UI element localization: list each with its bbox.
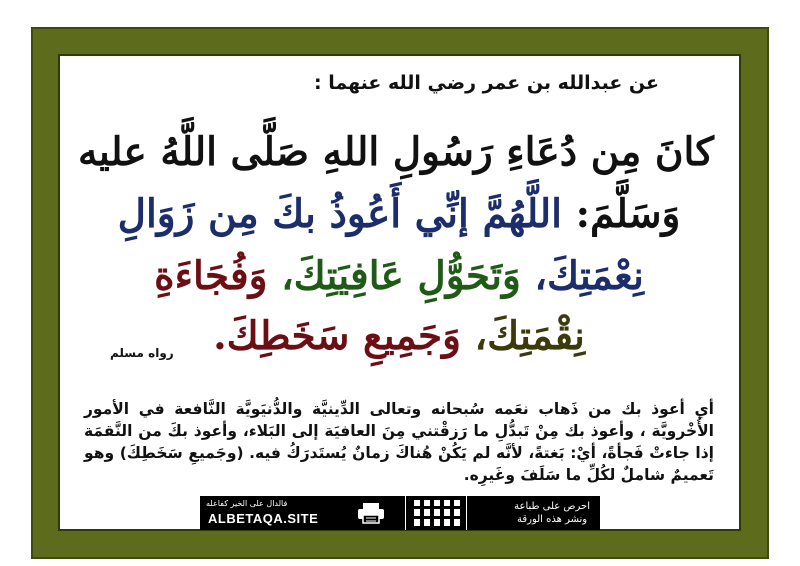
hadith-text: كانَ مِن دُعَاءِ رَسُولِ اللهِ صَلَّى اللَّهُ عليه [77, 129, 714, 175]
footer-site-link[interactable]: ALBETAQA.SITE [208, 511, 319, 526]
hadith-line-2 [84, 184, 714, 244]
card-content [60, 56, 739, 529]
footer-note-line: ونشر هذه الورقة [516, 514, 588, 525]
footer-tagline: فالدال على الخير كفاعله [206, 499, 288, 508]
hadith-text: وَسَلَّمَ: [575, 191, 681, 237]
hadith-dua-text: نِعْمَتِكَ، [534, 253, 644, 299]
hadith-line-4 [84, 306, 714, 366]
footer-note-line: احرص على طباعة [514, 501, 590, 512]
intro-text: عن عبدالله بن عمر رضي الله عنهما : [314, 72, 659, 94]
hadith-dua-text: اللَّهُمَّ إنِّي أَعُوذُ بكَ مِن زَوَالِ [117, 191, 563, 237]
card [58, 54, 741, 531]
hadith-line-1 [77, 122, 714, 182]
hadith-dua-text: وَجَمِيعِ سَخَطِكَ. [213, 313, 461, 359]
narrator-label: رواه مسلم [110, 346, 174, 360]
hadith-dua-text: وَفُجَاءَةِ [154, 253, 268, 299]
hadith-line-3 [84, 246, 714, 306]
explanation-text: أي أعوذ بك من ذَهاب نعَمه سُبحانه وتعالى الدِّينيَّة والدُّنيَويَّة النَّافعة في الأمور الأُخْرويَّة ، وأعوذ بك مِنْ تَبدُّلِ ما رَزقْتني مِنَ العافيَة إلى البَلاء، وأعوذ بكَ من النَّقمَة إذا جاءتْ فَجأةً، أيْ: بَغتةً، لأنَّه لم يَكُنْ هُناكَ زمانٌ يُستَدرَكُ فيه. (وجَميعِ سَخَطِكَ) وهو تَعميمٌ شاملٌ لكُلِّ ما سَلَفَ وغَيرِه. [84, 400, 714, 484]
footer-print-note [514, 500, 590, 526]
albetaqa-logo-mark [406, 496, 466, 530]
hadith-dua-text: نِقْمَتِكَ، [474, 313, 585, 359]
albetaqa-logo [405, 496, 467, 530]
footer-bar [200, 496, 600, 530]
hadith-dua-text: وَتَحَوُّلِ عَافِيَتِكَ، [281, 253, 521, 299]
printer-icon [356, 502, 386, 524]
